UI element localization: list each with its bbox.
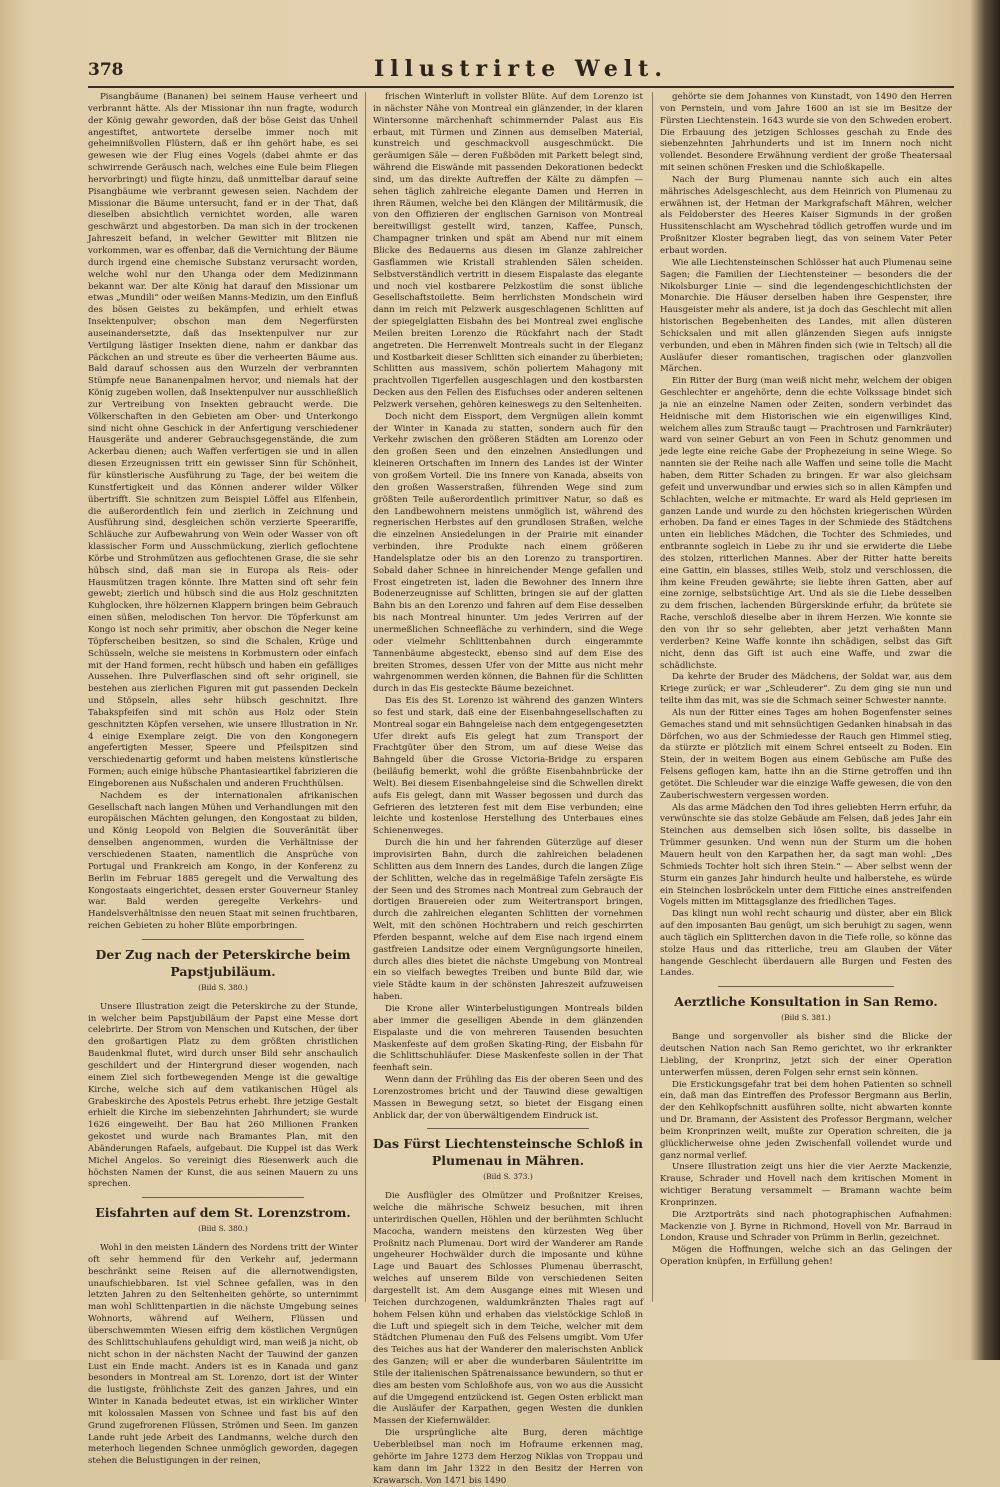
article-paragraph: Bange und sorgenvoller als bisher sind die Blicke der deutschen Nation nach San Remo gerichtet, wo ihr erkrankter Liebling, der Kronprinz, jetzt sich der einer Operation unterwerfen müssen, deren Folgen sehr ernst sein können. [660,1032,952,1078]
page-number: 378 [88,60,124,80]
column-divider [365,92,366,1302]
column-2 [373,92,643,1486]
article-separator [142,1197,304,1198]
article-image-ref: (Bild S. 380.) [198,982,248,992]
article-paragraph: Wohl in den meisten Ländern des Nordens tritt der Winter oft sehr hemmend für den Verkehr auf, jedermann beschränkt seine Reisen auf die allernotwendigsten, unaufschiebbaren. Ist viel Schnee gefallen, was in den letzten Jahren zu den Seltenheiten gehörte, so unternimmt man wohl Schlittenpartien in die nächste Umgebung seines Wohnorts, während auf Weihern, Flüssen und überschwemmten Wiesen eifrig dem köstlichen Vergnügen des Schlittschuhlaufens gehuldigt wird, man weiß ja nicht, ob nicht schon in der nächsten Nacht der Tauwind der ganzen Lust ein Ende macht. Anders ist es in Kanada und ganz besonders in Montreal am St. Lorenzo, dort ist der Winter die lustigste, fröhlichste Zeit des ganzen Jahres, und ein Winter in Kanada bedeutet etwas, ist ein wirklicher Winter mit kolossalen Massen von Schnee und fast bis auf den Grund zugefrorenen Flüssen, Strömen und Seen. Im ganzen Lande ruht jede Arbeit des Landmanns, welche durch den meterhoch liegenden Schnee unmöglich geworden, dagegen stehen die Belustigungen in der reinen, [88,1243,359,1467]
article-paragraph: Das Eis des St. Lorenzo ist während des ganzen Winters so fest und stark, daß eine der Eisenbahngesellschaften zu Montreal sogar ein Bahngeleise nach dem entgegengesetzten Ufer direkt aufs Eis gelegt hat zum Transport der Frachtgüter über den Strom, um auf diese Weise das Bahngeld über die Grosse Victoria-Bridge zu ersparen (beiläufig bemerkt, wohl die größte Eisenbahnbrücke der Welt). Bei diesem Eisenbahngeleise sind die Schwellen direkt aufs Eis gelegt, dann mit Wasser begossen und durch das Gefrieren des letzteren fest mit dem Eise verbunden; eine leichte und kostenlose Herstellung des Unterbaues eines Schienenweges. [373,696,643,837]
article-paragraph: Als nun der Ritter eines Tages am hohen Bogenfenster seines Gemaches stand und mit sehnsüchtigen Gedanken hinabsah in das Dörfchen, wo aus der Schmiedesse der Rauch gen Himmel stieg, da stürzte er plötzlich mit einem Schrei entseelt zu Boden. Ein Stein, der in weitem Bogen aus einem Gebüsche am Fuße des Felsens geflogen kam, hatte ihn an die Stirne getroffen und ihn getötet. Die Schleuder war die einzige Waffe gewesen, die von den Zauberischwestern vergessen worden. [660,707,952,801]
article-heading: Aerztliche Konsultation in San Remo. [674,994,938,1010]
article-heading: Eisfahrten auf dem St. Lorenzstrom. [95,1205,351,1221]
article-paragraph: Nachdem es der internationalen afrikanischen Gesellschaft nach langen Mühen und Verhandlungen mit den europäischen Mächten gelungen, den Kongostaat zu bilden, und König Leopold von Belgien die Souveränität über denselben angenommen, wurden die Verhältnisse der verschiedenen Staaten, namentlich die Ansprüche von Portugal und Frankreich am Kongo, in der Konferenz zu Berlin im Februar 1885 geregelt und die Verwaltung des Kongostaats eingerichtet, dessen erster Gouverneur Stanley war. Bald werden geregelte Verkehrs- und Handelsverhältnisse den neuen Staat mit seinen fruchtbaren, reichen Gebieten zu hoher Blüte emporbringen. [88,790,358,932]
article-paragraph: Die Krone aller Winterbelustigungen Montreals bilden aber immer die geselligen Abende in dem glänzenden Eispalaste und die von mehreren Tausenden besuchten Maskenfeste auf dem großen Skating-Ring, der Eisbahn für die Schlittschuhläufer. Diese Maskenfeste sollen in der That feenhaft sein. [373,1003,643,1074]
article-paragraph: Durch die hin und her fahrenden Güterzüge auf dieser improvisirten Bahn, durch die zahlreichen beladenen Schlitten aus dem Innern des Landes, durch die langen Züge der Schlitten, welche das in regelmäßige Tafeln zersägte Eis der Seen und des Stromes nach Montreal zum Gebrauch der dortigen Brauereien oder zum Weitertransport bringen, durch die zahlreichen eleganten Schlitten der vornehmen Welt, mit den schönen Hochtrabern und reich geschirrten Pferden bespannt, welche auf dem Eise nach irgend einem gastfreien Landsitze oder einem Vergnügungsorte hineilen, durch alles dies bietet die nächste Umgebung von Montreal ein so vielfach bewegtes Treiben und bunte Bild dar, wie viele Städte kaum in der schönsten Jahreszeit aufzuweisen haben. [373,838,643,1003]
article-paragraph: frischen Winterluft in vollster Blüte. Auf dem Lorenzo ist in nächster Nähe von Montreal ein glänzender, in der klaren Wintersonne märchenhaft schimmernder Palast aus Eis erbaut, mit Türmen und Zinnen aus demselben Material, kunstreich und geschmackvoll ausgeschmückt. Die geräumigen Säle — deren Fußböden mit Parkett belegt sind, während die Eiswände mit passenden Dekorationen bedeckt sind, um das direkte Auftreffen der Kälte zu dämpfen — sehen täglich zahlreiche elegante Damen und Herren in ihren Räumen, welche bei den Klängen der Militärmusik, die von den Offizieren der englischen Garnison von Montreal bereitwilligst gestellt wird, tanzen, Kaffee, Punsch, Champagner trinken und spät am Abend nur mit einem Blicke des Bedauerns aus diesen im Glanze zahlreicher Gasflammen wie Kristall strahlenden Sälen scheiden. Selbstverständlich vertritt in diesem Eispalaste das elegante und noch viel kostbarere Pelzkostüm die sonst übliche Gesellschaftstoilette. Beim herrlichsten Mondschein wird dann im reich mit Pelzwerk ausgeschlagenen Schlitten auf der spiegelglatten Eisbahn des bei Montreal zwei englische Meilen breiten Lorenzo die Rückfahrt nach der Stadt angetreten. Die Herrenwelt Montreals sucht in der Eleganz und Kostbarkeit dieser Schlitten sich einander zu überbieten; Schlitten aus massivem, schön poliertem Mahagony mit prachtvollen Tigerfellen ausgeschlagen und den kostbarsten Decken aus den Fellen des Eisfuchses oder anderen seltenen Pelzwerk versehen, gehören keineswegs zu den Seltenheiten. [373,92,643,410]
article-paragraph: Wenn dann der Frühling das Eis der oberen Seen und des Lorenzostromes bricht und der Tauwind diese gewaltigen Massen in Bewegung setzt, so bietet der Eisgang einen Anblick dar, der von überwältigendem Eindruck ist. [373,1075,643,1121]
article-paragraph: Die Ausflügler des Olmützer und Proßnitzer Kreises, welche die mährische Schweiz besuchen, mit ihren unterirdischen Quellen, Höhlen und der berühmten Schlucht Macocha, wandern meistens den kürzesten Weg über Proßnitz nach Plumenau. Dort wird der Wanderer am Rande ungeheurer Hochwälder durch die imposante und kühne Lage und Bauart des Schlosses Plumenau überrascht, welches auf unserem Bilde von verschiedenen Seiten dargestellt ist. Am dem Ausgange eines mit Wiesen und Teichen durchzogenen, waldumkränzten Thales ragt auf hohem Felsen kühn und erhaben das vielstöckige Schloß in die Luft und spiegelt sich in dem Teiche, welcher mit dem Städtchen Plumenau den Fuß des Felsens umgibt. Vom Ufer des Teiches aus hat der Wanderer den malerischsten Anblick des Ganzen; will er aber die wunderbaren Säulentritte im Stile der italienischen Spätrenaissance bewundern, so thut er dies am besten vom Schloßhofe aus, von wo aus die Aussicht auf die Umgegend entzückend ist. Gegen Osten erblickt man die Ausläufer der Karpathen, gegen Westen die dunklen Massen der Kiefernwälder. [373,1191,643,1427]
masthead-title: Illustrirte Welt. [374,56,668,82]
article-paragraph: Ein Ritter der Burg (man weiß nicht mehr, welchem der obigen Geschlechter er angehörte, denn die echte Volkssage bindet sich ja nie an einzelne Namen oder Zeiten, sondern verbindet das Heidnische mit dem Historischen wie ein eigenwilliges Kind, welchem alles zum Straußc taugt — Prachtrosen und Farnkräuter) ward von seiner Geburt an von Feen in Schutz genommen und jede legte eine reiche Gabe der Prophezeiung in seine Wiege. So nannten sie der Reihe nach alle Waffen und seine tolle die Macht haben, dem Ritter Schaden zu bringen. Er war also gleichsam gefeit und unverwundbar und erwies sich so in allen Kämpfen und Schlachten, welche er mitmachte. Er ward als Held gepriesen im ganzen Lande und wurde zu den höchsten kriegerischen Würden erhoben. Da fand er eines Tages in der Schmiede des Städtchens unten ein liebliches Mädchen, die Tochter des Schmiedes, und entbrannte sogleich in Liebe zu ihr und sie erwiderte die Liebe des stolzen, ritterlichen Mannes. Aber der Ritter hatte bereits eine Gattin, ein blasses, stilles Weib, stolz und verschlossen, die ihm keine Freuden gewährte; sie liebte ihren Gatten, aber auf eine zornige, selbstsüchtige Art. Und als sie die Liebe desselben zu dem frischen, lachenden Bürgerskinde erfuhr, da brütete sie Rache, verschloß dieselbe aber in ihrem Herzen. Wie konnte sie den von ihr so sehr geliebten, aber jetzt verhaßten Mann verderben? Keine Waffe konnte ihn schädigen, selbst das Gift nicht, denn das Gift ist auch eine Waffe, und zwar die schädlichste. [660,376,952,671]
article-separator [142,939,304,940]
article-paragraph: Unsere Illustration zeigt die Peterskirche zu der Stunde, in welcher beim Papstjubiläum der Papst eine Messe dort celebrirte. Der Strom von Menschen und Kutschen, der über den großartigen Platz zu dem größten christlichen Baudenkmal flutet, wird durch unser Bild sehr anschaulich geschildert und der Hintergrund dieser wogenden, nach einem Ziel sich fortbewegenden Menge ist die gewaltige Kirche, welche sich auf dem vatikanischen Hügel als Grabeskirche des Apostels Petrus erhebt. Ihre jetzige Gestalt erhielt die Kirche im siebenzehnten Jahrhundert; sie wurde 1626 eingeweiht. Der Bau hat 260 Millionen Franken gekostet und wurde nach Bramantes Plan, mit den Abänderungen Rafaels, aufgebaut. Die Kuppel ist das Werk Michel Angelos. So vereinigt dies Riesenwerk auch die höchsten Namen der Kunst, die aus seinen Mauern zu uns sprechen. [88,1001,358,1190]
article-image-ref: (Bild S. 380.) [198,1224,248,1234]
article-heading: Das Fürst Liechtensteinsche Schloß in Plumenau in Mähren. [373,1136,643,1169]
article-paragraph: Die ursprüngliche alte Burg, deren mächtige Ueberbleibsel man noch im Hofraume erkennen mag, gehörte im Jahre 1273 dem Herzog Niklas von Troppau und kam dann im Jahr 1322 in den Besitz der Herren von Krawarsch. Von 1471 bis 1490 [373,1428,643,1486]
column-3 [660,92,952,1302]
column-divider [652,92,653,1302]
article-paragraph: Wie alle Liechtensteinschen Schlösser hat auch Plumenau seine Sagen; die Familien der Liechtensteiner — besonders die der Nikolsburger Linie — sind die legendengeschichtlichsten der Monarchie. Die Häuser derselben haben ihre Gespenster, ihre Hausgeister mehr als andere, ist ja doch das Geschlecht mit allen historischen Begebenheiten des Landes, mit allen düsteren Schicksalen und mit allen glänzenden Siegen aufs innigste verbunden, und eben in Mähren finden sich (wie in Teltsch) all die Ausläufer dieser romantischen, tragischen oder glanzvollen Märchen. [660,257,952,375]
article-paragraph: Da kehrte der Bruder des Mädchens, der Soldat war, aus dem Kriege zurück; er war „Schleuderer“. Zu dem ging sie nun und teilte ihm das mit, was sie die Schmach seiner Schwester nannte. [660,672,952,707]
column-1 [88,92,359,1467]
article-separator [427,1128,589,1129]
article-paragraph: Mögen die Hoffnungen, welche sich an das Gelingen der Operation knüpfen, in Erfüllung gehen! [660,1245,952,1268]
article-paragraph: Als das arme Mädchen den Tod ihres geliebten Herrn erfuhr, da verwünschte sie das stolze Gebäude am Felsen, daß jedes Jahr ein Steinchen aus demselben sich lösen sollte, bis dasselbe in Trümmer gesunken. Und wenn nun der Sturm um die hohen Mauern heult von den Karpathen her, da sagt man wohl: „Des Schmieds Tochter holt sich ihren Stein.“ — Aber selbst wenn der Sturm ein ganzes Jahr hindurch heulte und halberstehe, es würde ein Steinchen losbröckeln unter dem Fittiche eines anstreifenden Vogels mitten im Mittagsglanze des friedlichen Tages. [660,802,952,908]
article-image-ref: (Bild S. 373.) [483,1172,533,1182]
article-heading: Der Zug nach der Peterskirche beim Papstjubiläum. [95,946,351,979]
article-paragraph: gehörte sie dem Johannes von Kunstadt, von 1490 den Herren von Pernstein, und vom Jahre 1600 an ist sie im Besitze der Fürsten Liechtenstein. 1643 wurde sie von den Schweden erobert. Die Erbauung des jetzigen Schlosses geschah zu Ende des siebenzehnten Jahrhunderts und ist im Innern noch nicht vollendet. Besondere Erwähnung verdient der große Theatersaal mit seinen schönen Fresken und die Schloßkapelle. [660,92,952,174]
article-paragraph: Nach der Burg Plumenau nannte sich auch ein altes mährisches Adelsgeschlecht, aus dem Heinrich von Plumenau zu erwähnen ist, der Hetman der Markgrafschaft Mähren, welcher als Feldoberster des Heeres Kaiser Sigmunds in der großen Hussitenschlacht am Wyschehrad tödlich getroffen wurde und im Proßnitzer Kloster begraben liegt, das von seinem Vater Peter erbaut worden. [660,174,952,256]
header-rule [88,86,954,88]
article-separator [718,986,893,987]
article-paragraph: Das klingt nun wohl recht schaurig und düster, aber ein Blick auf den imposanten Bau genügt, um sich beruhigt zu sagen, wenn auch täglich ein Splitterchen davon in die Tiefe rolle, so könne das stolze Haus und das ritterliche, treu am Glauben der Väter hangende Geschlecht überdauern alle Burgen und Festen des Landes. [660,909,952,979]
page-header [88,56,954,86]
article-paragraph: Pisangbäume (Bananen) bei seinem Hause verheert und verbrannt hätte. Als der Missionar ihn nun fragte, wodurch der König gewahr geworden, daß der böse Geist das Unheil angestiftet, antwortete derselbe immer noch mit geheimnißvollen Flüstern, daß er ihn gehört habe, es sei gewesen wie der Flug eines Vogels (dabei ahmte er das schwirrende Geräusch nach, welches eine Eule beim Fliegen hervorbringt) und fügte hinzu, daß unmittelbar darauf seine Pisangbäume wie verbrannt gewesen seien. Nachdem der Missionar die Bäume untersucht, fand er in der That, daß dieselben absichtlich vernichtet worden, alle waren geschwärzt und abgestorben. Da man sich in der trockenen Jahreszeit befand, in welcher Gewitter mit Blitzen nie vorkommen, war es offenbar, daß die Vernichtung der Bäume durch irgend eine chemische Substanz verursacht worden, welche wohl nur den Uhanga oder dem Medizinmann bekannt war. Der alte König hat darauf den Missionar um etwas „Mundili“ oder weißen Manns-Medizin, um den Einfluß des bösen Geistes zu bekämpfen, und erhielt etwas Insektenpulver; obschon man dem Negerfürsten auseinandersetzte, daß das Insektenpulver nur zur Vertilgung lästiger Insekten diene, nahm er dankbar das Päckchen an und streute es über die verheerten Bäume aus. Bald darauf schossen aus den Wurzeln der verbrannten Stümpfe neue Bananenpalmen hervor, und niemals hat der König zugeben wollen, daß Insektenpulver nur ausschließlich zur Vertreibung von Insekten gebraucht werde. Die Völkerschaften in den Gebieten am Ober- und Unterkongo sind nicht ohne Geschick in der Anfertigung verschiedener Hausgeräte und anderer Gebrauchsgegenstände, die zum Ackerbau dienen; auch Waffen verfertigen sie und in allen diesen Erzeugnissen tritt ein gewisser Sinn für Schönheit, für künstlerische Ausführung zu Tage, der bei weitem die Kunstfertigkeit und das Können anderer wilder Völker übertrifft. Sie schnitzen zum Beispiel Löffel aus Elfenbein, die außerordentlich fein und zierlich in Zeichnung und Ausführung sind, desgleichen schön verzierte Speerariffe, Schläuche zur Aufbewahrung von Wein oder Wasser von oft klassischer Form und Ausschmückung, zierlich geflochtene Körbe und Strohmützen aus geflochtenen Grase, die sie sehr hübsch sind, daß man sie in Europa als Reis- oder Hausmützen tragen könnte. Ihre Matten sind oft sehr fein gewebt; zierlich und hübsch sind die aus Holz geschnitzten Kuhglocken, ihre hölzernen Klappern bringen beim Gebrauch einen süßen, melodischen Ton hervor. Die Töpferkunst am Kongo ist noch sehr primitiv, aber obschon die Neger keine Töpferscheiben besitzen, so sind die Schalen, Krüge und Schüsseln, welche sie meistens in Korbmustern oder einfach mit der Hand formen, recht hübsch und haben ein gefälliges Aussehen. Ihre Pulverflaschen sind oft sehr originell, sie bestehen aus zierlichen Figuren mit gut passenden Deckeln und Stöpseln, alles sehr hübsch geschnitzt. Ihre Tabakspfeifen sind mit schön aus Holz oder Stein geschnitzten Köpfen versehen, wie unsere Illustration in Nr. 4 einige Exemplare zeigt. Die von den Kongonegern angefertigten Messer, Speere und Pfeilspitzen sind verschiedenartig geformt und haben meistens künstlerische Formen; auch einige hübsche Phantasieartikel fabrizieren die Eingeborenen aus Nußschalen und anderen Fruchthülsen. [88,92,358,789]
article-image-ref: (Bild S. 381.) [781,1013,831,1023]
article-paragraph: Unsere Illustration zeigt uns hier die vier Aerzte Mackenzie, Krause, Schrader und Hovell nach dem kritischen Moment in wichtiger Beratung versammelt — Bramann wachte beim Kronprinzen. [660,1162,952,1208]
article-paragraph: Die Erstickungsgefahr trat bei dem hohen Patienten so schnell ein, daß man das Eintreffen des Professor Bergmann aus Berlin, der den Kehlkopfschnitt ausführen sollte, nicht abwarten konnte und Dr. Bramann, der Assistent des Professor Bergmann, welcher beim Kronprinzen weilt, mußte zur Operation schreiten, die ja glücklicherweise ohne jeden Zwischenfall vollendet wurde und ganz normal verlief. [660,1079,952,1161]
article-paragraph: Die Arztporträts sind nach photographischen Aufnahmen: Mackenzie von J. Byrne in Richmond, Hovell von Mr. Barraud in London, Krause und Schrader von Prümm in Berlin, gezeichnet. [660,1209,952,1244]
article-paragraph: Doch nicht dem Eissport, dem Vergnügen allein kommt der Winter in Kanada zu statten, sondern auch für den Verkehr zwischen den größeren Städten am Lorenzo oder den großen Seen und den einzelnen Ansiedlungen und kleineren Ortschaften im Innern des Landes ist der Winter von großem Vorteil. Die ins Innere von Kanada, abseits von den großen Wasserstraßen, führenden Wege sind zum größten Teile außerordentlich primitiver Natur, so daß es den Landbewohnern meistens unmöglich ist, während des regnerischen Herbstes auf den grundlosen Straßen, welche die einzelnen Ansiedelungen in der Prairie mit einander verbinden, ihre Produkte nach einem größeren Handelsplatze oder bis an den Lorenzo zu transportiren. Sobald daher Schnee in hinreichender Menge gefallen und Frost eingetreten ist, laden die Bewohner des Innern ihre Bodenerzeugnisse auf Schlitten, bringen sie auf der glatten Bahn bis an den Lorenzo und fahren auf dem Eise desselben bis nach Montreal hinunter. Um jedes Verirren auf der unermeßlichen Schneefläche zu verhindern, sind die Wege oder vielmehr Schlittenbahnen durch eingerammte Tannenbäume abgesteckt, ebenso sind auf dem Eise des breiten Stromes, dessen Ufer von der Mitte aus nicht mehr wahrgenommen werden können, die Bahnen für die Schlitten durch in das Eis gesteckte Bäume bezeichnet. [373,411,643,695]
